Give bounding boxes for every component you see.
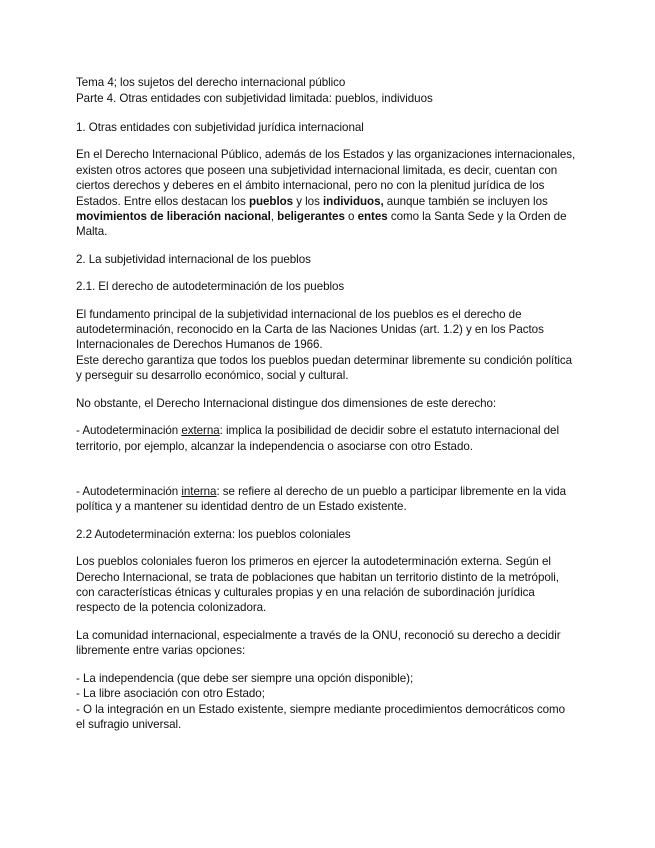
text-run: : se refiere al derecho de un pueblo a participar libremente en la vida política y a mantener su identidad dentro de un Estado existente. xyxy=(76,484,567,514)
dimensions-intro: No obstante, el Derecho Internacional distingue dos dimensiones de este derecho: xyxy=(76,396,497,410)
bold-term-entes: entes xyxy=(357,210,388,224)
section-1-heading: 1. Otras entidades con subjetividad jurídica internacional xyxy=(76,121,364,134)
text-run: En el Derecho Internacional Público, además de los Estados y las organizaciones internacionales, existen otros actores que poseen una subjetividad internacional limitada, es decir, cuentan con ciertos derechos y deberes en el ámbito internacional, pero no con la plenitud jurídica de los Estados. Entre ellos destacan los xyxy=(76,148,576,208)
subsection-2-2-paragraph-1: Los pueblos coloniales fueron los primeros en ejercer la autodeterminación externa. Según el Derecho Internacional, se trata de poblaciones que habitan un territorio distinto de la metrópoli, con características étnicas y culturales propias y en una relación de subordinación jurídica respecto de la potencia colonizadora. xyxy=(76,555,559,615)
text-run: o xyxy=(344,210,358,224)
bold-term-individuos: individuos, xyxy=(323,194,384,208)
bold-term-beligerantes: beligerantes xyxy=(277,210,345,224)
subsection-2-1-heading: 2.1. El derecho de autodeterminación de los pueblos xyxy=(76,280,345,294)
subsection-2-2-paragraph-2: La comunidad internacional, especialmente a través de la ONU, reconoció su derecho a decidir libremente entre varias opciones: xyxy=(76,628,561,658)
section-2-heading: 2. La subjetividad internacional de los pueblos xyxy=(76,252,311,266)
underlined-term-externa: externa xyxy=(181,424,220,438)
text-run: El fundamento principal de la subjetividad internacional de los pueblos es el derecho de autodeterminación, reconocido en la Carta de las Naciones Unidas (art. 1.2) y en los Pactos Internacionales de Derechos Humanos de 1966. xyxy=(76,307,544,352)
topic-title: Tema 4; los sujetos del derecho internacional público xyxy=(76,76,346,89)
list-item: - La independencia (que debe ser siempre una opción disponible); xyxy=(76,671,414,685)
document-header xyxy=(76,75,576,106)
section-1-paragraph xyxy=(76,147,576,239)
text-run: Este derecho garantiza que todos los pueblos puedan determinar libremente su condición política y perseguir su desarrollo económico, social y cultural. xyxy=(76,353,573,383)
text-run: : implica la posibilidad de decidir sobre el estatuto internacional del territorio, por ejemplo, alcanzar la independencia o asociarse con otro Estado. xyxy=(76,424,559,453)
subsection-2-1-paragraph xyxy=(76,307,576,384)
external-self-determination-item xyxy=(76,423,576,454)
bold-term-movimientos: movimientos de liberación nacional xyxy=(76,210,271,224)
text-run: aunque también se incluyen los xyxy=(383,194,548,208)
options-list xyxy=(76,671,576,733)
list-item: - O la integración en un Estado existente, siempre mediante procedimientos democráticos como el sufragio universal. xyxy=(76,702,566,732)
text-run: - Autodeterminación xyxy=(76,484,182,498)
list-item: - La libre asociación con otro Estado; xyxy=(76,687,265,701)
text-run: y los xyxy=(293,194,323,208)
subsection-2-2-heading: 2.2 Autodeterminación externa: los pueblos coloniales xyxy=(76,527,351,541)
text-run: - Autodeterminación xyxy=(76,424,182,438)
text-run: , xyxy=(270,210,278,224)
part-title: Parte 4. Otras entidades con subjetividad limitada: pueblos, individuos xyxy=(76,91,433,105)
underlined-term-interna: interna xyxy=(181,484,217,498)
text-run: como la Santa Sede y la Orden de Malta. xyxy=(76,210,567,239)
bold-term-pueblos: pueblos xyxy=(248,194,294,208)
document-content xyxy=(76,75,576,733)
internal-self-determination-item xyxy=(76,484,576,515)
